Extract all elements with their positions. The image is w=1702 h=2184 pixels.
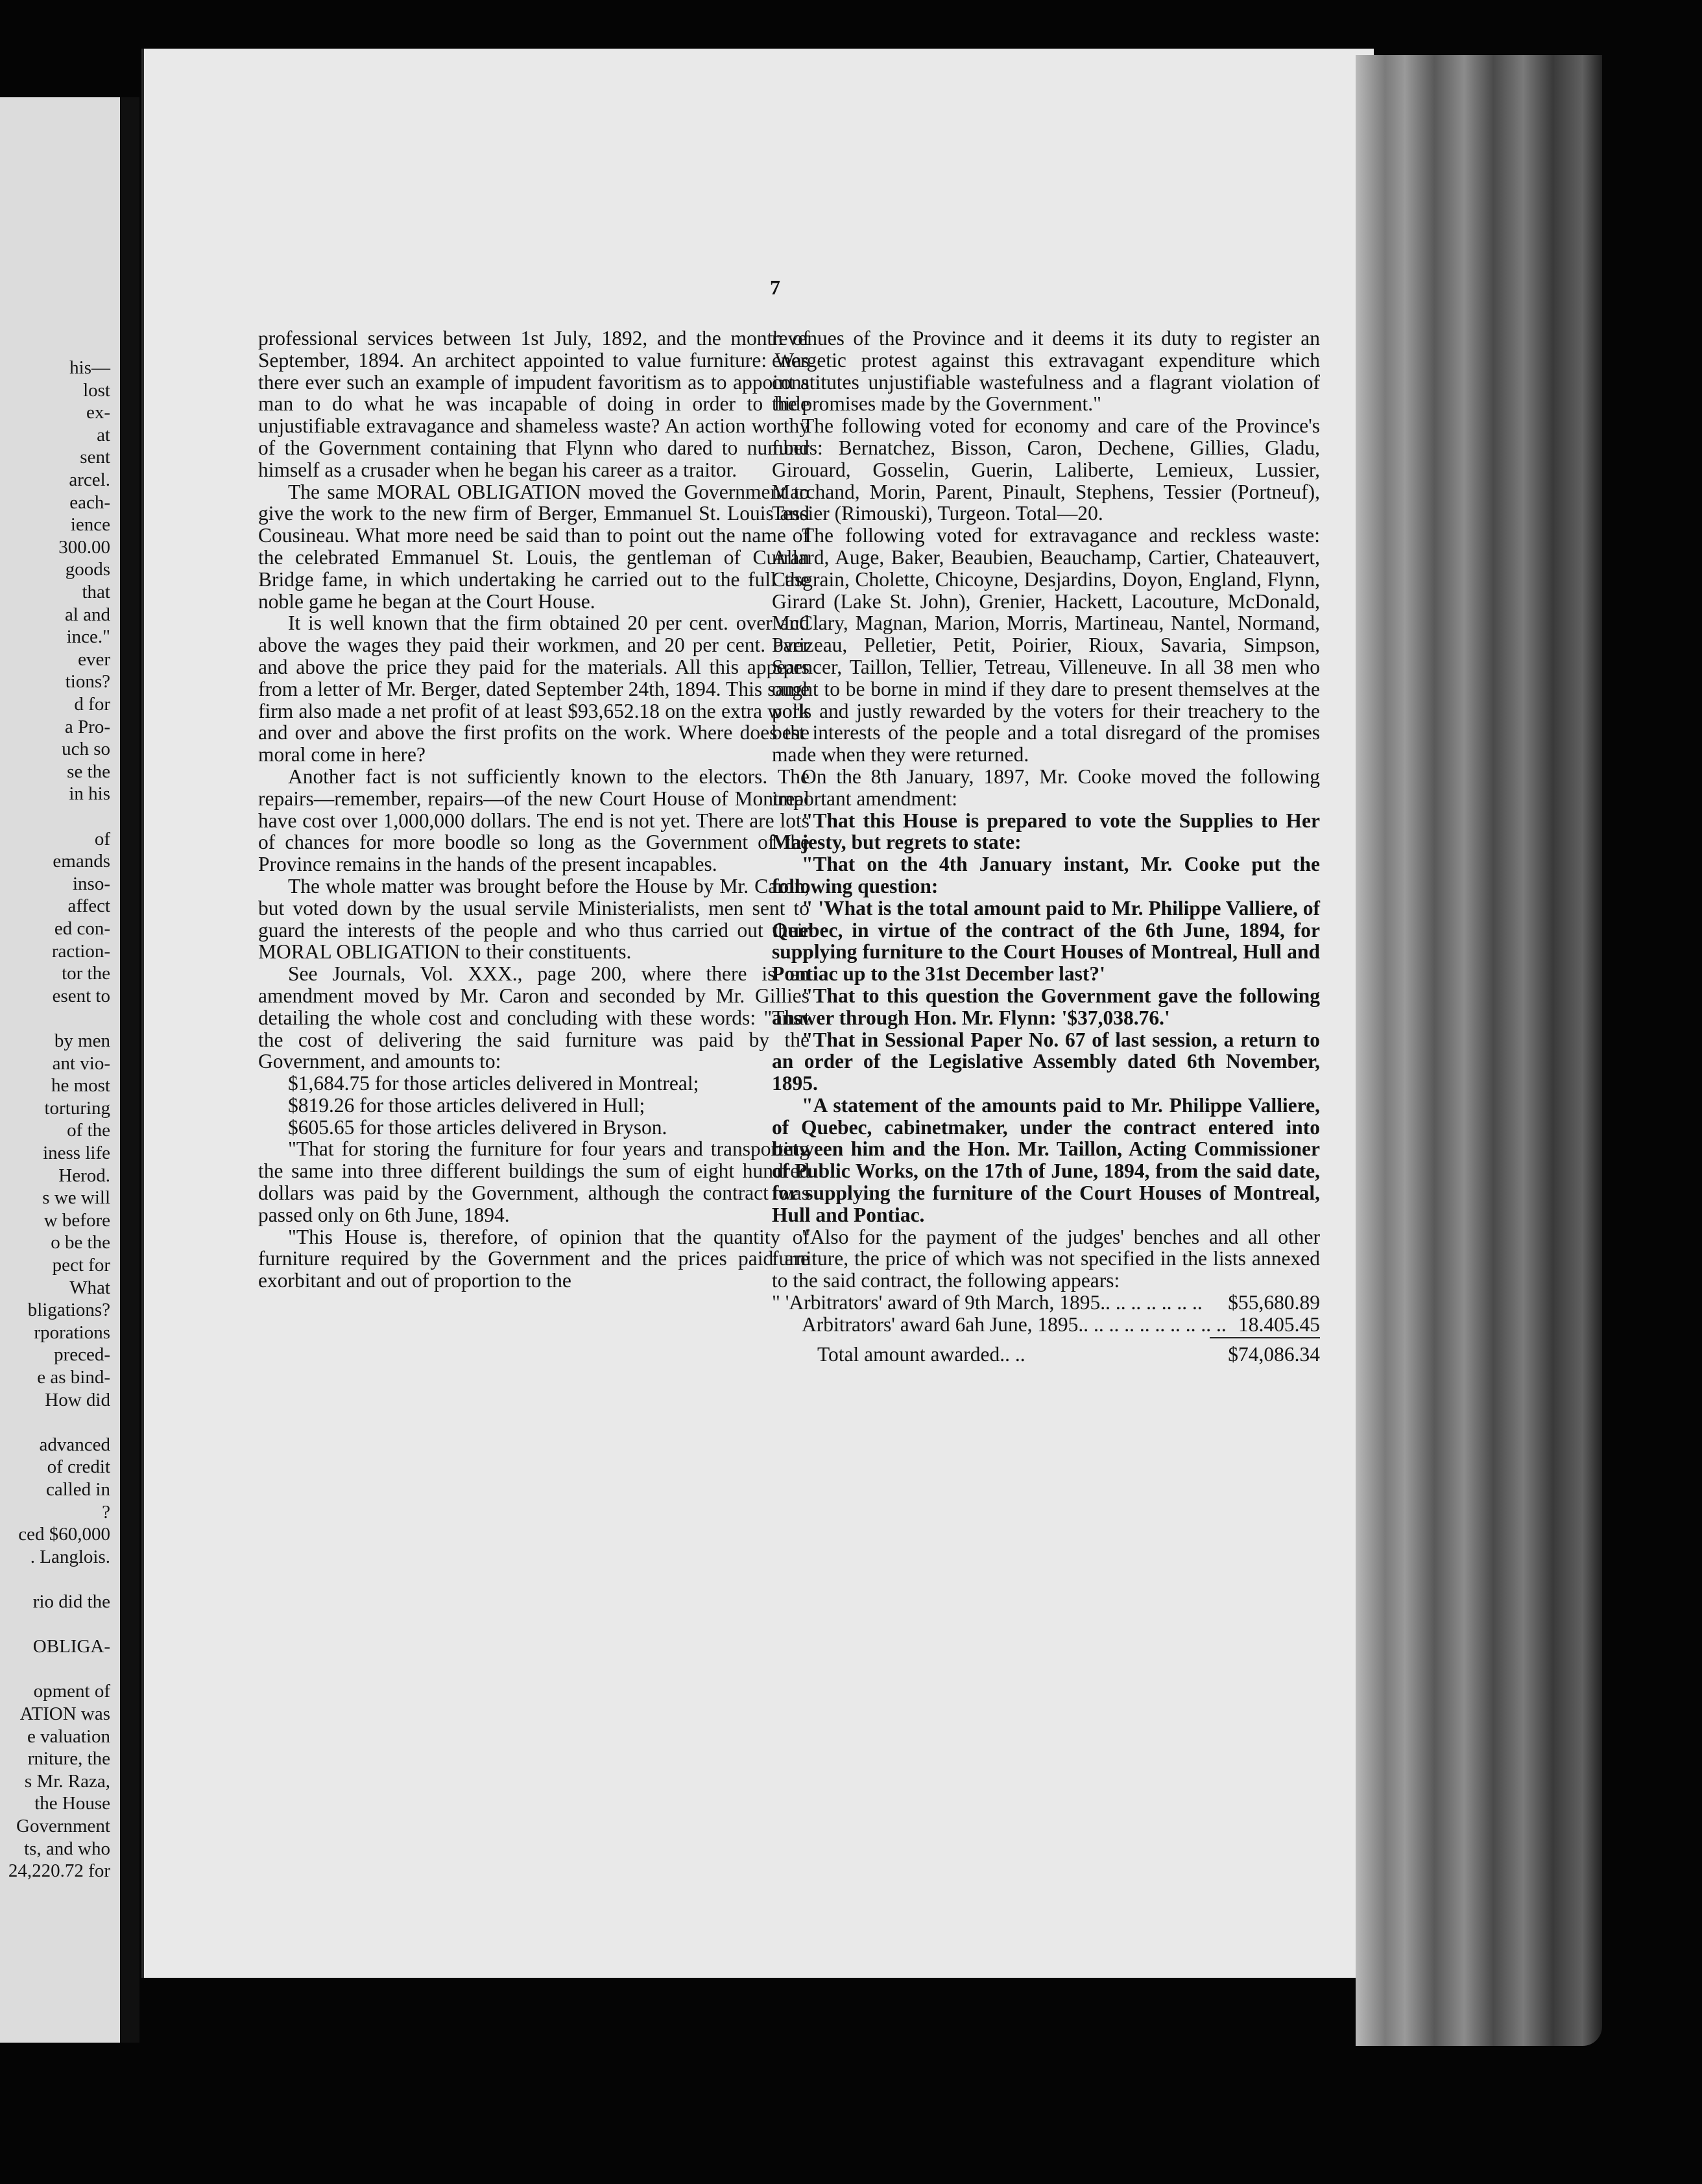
left-page-line: s Mr. Raza, bbox=[24, 1770, 110, 1792]
left-page-line: tor the bbox=[62, 963, 110, 984]
award-amount: $55,680.89 bbox=[1228, 1291, 1320, 1314]
text-column-right bbox=[772, 327, 1320, 1365]
left-page-line: a Pro- bbox=[64, 716, 110, 737]
left-page-line: preced- bbox=[54, 1344, 110, 1366]
paragraph: The same MORAL OBLIGATION moved the Government to give the work to the new firm of Berger, Emmanuel St. Louis and Cousineau. What more need be said than to point out the name of the celebrated Emmanuel St. Louis, the gentleman of Curran Bridge fame, in which undertaking he carried out to the full the noble game he began at the Court House. bbox=[258, 480, 809, 613]
left-page-line: ATION was bbox=[19, 1703, 110, 1724]
left-page-line: lost bbox=[83, 379, 110, 401]
left-page-line: s we will bbox=[42, 1187, 110, 1209]
paragraph: professional services between 1st July, 1892, and the month of September, 1894. An architect appointed to value furniture: Was there ever such an example of impudent favoritism as to appoint a man to do what he was incapable of doing in order to hide unjustifiable extravagance and shameless waste? An action worthy of the Government containing that Flynn who dared to number himself as a crusader when he began his career as a traitor. bbox=[258, 327, 809, 481]
left-page-line: torturing bbox=[44, 1097, 110, 1119]
left-page-line: ever bbox=[78, 648, 110, 670]
paragraph: Another fact is not sufficiently known to the electors. The repairs—remember, repairs—of the new Court House of Montreal have cost over 1,000,000 dollars. The end is not yet. There are lots of chances for more boodle so long as the Government of the Province remains in the hands of the present incapables. bbox=[258, 765, 809, 876]
paragraph: revenues of the Province and it deems it its duty to register an energetic protest against this extravagant expenditure which constitutes unjustifiable wastefulness and a flagrant violation of the promises made by the Government." bbox=[772, 327, 1320, 416]
left-page-line: emands bbox=[53, 851, 110, 872]
left-page-line: ed con- bbox=[54, 918, 110, 939]
award-amount: 18.405.45 bbox=[1238, 1312, 1320, 1336]
left-page-line: rio did the bbox=[32, 1591, 110, 1612]
paragraph: "That for storing the furniture for four years and transporting the same into three different buildings the sum of eight hundred dollars was paid by the Government, although the contract was passed only on 6th June, 1894. bbox=[258, 1137, 809, 1226]
page-number: 7 bbox=[770, 276, 780, 299]
left-page-line: he most bbox=[51, 1075, 110, 1097]
left-page-line: 24,220.72 for bbox=[8, 1860, 110, 1882]
left-page-line: rporations bbox=[34, 1322, 110, 1343]
left-page-line: ts, and who bbox=[24, 1838, 110, 1859]
left-page-line: How did bbox=[45, 1389, 110, 1410]
left-page-line: of credit bbox=[47, 1456, 110, 1478]
book-page-edges bbox=[1356, 55, 1602, 2046]
left-page-line: by men bbox=[54, 1030, 110, 1051]
left-page-line: OBLIGA- bbox=[32, 1636, 110, 1657]
left-page-line: opment of bbox=[33, 1681, 110, 1702]
paragraph: "That this House is prepared to vote the Supplies to Her Majesty, but regrets to state: bbox=[772, 809, 1320, 854]
award-line bbox=[772, 1314, 1320, 1336]
paragraph: The whole matter was brought before the House by Mr. Caron, but voted down by the usual servile Ministerialists, men sent to guard the interests of the people and who thus carried out their MORAL OBLIGATION to their constituents. bbox=[258, 874, 809, 964]
left-page-line: of the bbox=[67, 1120, 110, 1141]
left-page-line: each- bbox=[69, 492, 110, 513]
award-label: Arbitrators' award 6ah June, 1895.. .. .. .. .. .. .. .. .. .. bbox=[802, 1312, 1227, 1336]
left-page-line: bligations? bbox=[27, 1300, 110, 1321]
paragraph: The following voted for extravagance and reckless waste: Allard, Auge, Baker, Beaubien, Beauchamp, Cartier, Chateauvert, Casgrain, Cholette, Chicoyne, Desjardins, Doyon, England, Flynn, Girard (Lake St. John), Grenier, Hackett, Lacouture, McDonald, McClary, Magnan, Marion, Morris, Martineau, Nantel, Normand, Parizeau, Pelletier, Petit, Poirier, Rioux, Savaria, Simpson, Spencer, Taillon, Tellier, Tetreau, Villeneuve. In all 38 men who ought to be borne in mind if they dare to present themselves at the polls and justly rewarded by the voters for their treachery to the best interests of the people and a total disregard of the promises made when they were returned. bbox=[772, 524, 1320, 766]
left-page-line: e as bind- bbox=[37, 1367, 110, 1388]
left-page-line: . Langlois. bbox=[30, 1546, 110, 1567]
paragraph: "This House is, therefore, of opinion that the quantity of furniture required by the Government and the prices paid are exorbitant and out of proportion to the bbox=[258, 1225, 809, 1292]
total-label: Total amount awarded.. .. bbox=[817, 1342, 1025, 1366]
total-amount: $74,086.34 bbox=[1228, 1342, 1320, 1366]
paragraph: "That in Sessional Paper No. 67 of last session, a return to an order of the Legislative Assembly dated 6th November, 1895. bbox=[772, 1028, 1320, 1095]
left-page-line: the House bbox=[34, 1793, 110, 1814]
paragraph: "Also for the payment of the judges' benches and all other furniture, the price of which was not specified in the lists annexed to the said contract, the following appears: bbox=[772, 1225, 1320, 1292]
award-line bbox=[772, 1292, 1320, 1314]
left-page-line: affect bbox=[67, 896, 110, 917]
left-page-line: inso- bbox=[73, 873, 110, 894]
left-page-line: w before bbox=[43, 1209, 110, 1231]
left-page-line: o be the bbox=[51, 1232, 110, 1253]
left-page-line: ant vio- bbox=[52, 1052, 110, 1074]
left-page-line: called in bbox=[45, 1479, 110, 1500]
left-page-line: ? bbox=[102, 1501, 110, 1523]
left-page-line: se the bbox=[67, 761, 110, 782]
left-page-fragment bbox=[0, 97, 139, 2043]
paragraph: See Journals, Vol. XXX., page 200, where there is an amendment moved by Mr. Caron and seconded by Mr. Gillies detailing the whole cost and concluding with these words: "That the cost of delivering the said furniture was paid by the Government, and amounts to: bbox=[258, 962, 809, 1073]
left-page-line: advanced bbox=[39, 1434, 110, 1455]
left-page-line: Government bbox=[16, 1816, 110, 1836]
left-page-line: his— bbox=[69, 357, 110, 378]
left-page-line: arcel. bbox=[69, 469, 110, 490]
text-column-left bbox=[258, 327, 809, 1292]
book-gutter bbox=[120, 97, 139, 2043]
left-page-line: rniture, the bbox=[27, 1748, 110, 1770]
left-page-line: raction- bbox=[51, 940, 110, 962]
paragraph: $819.26 for those articles delivered in Hull; bbox=[288, 1093, 645, 1117]
left-page-line: in his bbox=[69, 783, 110, 805]
left-page-line: d for bbox=[74, 694, 110, 715]
left-page-line: goods bbox=[65, 559, 110, 580]
left-page-line: ince." bbox=[66, 626, 110, 648]
paragraph: $605.65 for those articles delivered in Bryson. bbox=[288, 1115, 667, 1139]
sum-rule bbox=[1210, 1337, 1320, 1338]
left-page-line: e valuation bbox=[27, 1726, 110, 1747]
paragraph: "A statement of the amounts paid to Mr. Philippe Valliere, of Quebec, cabinetmaker, under the contract entered into between him and the Hon. Mr. Taillon, Acting Commissioner of Public Works, on the 17th of June, 1894, from the said date, for supplying the furniture of the Court Houses of Montreal, Hull and Pontiac. bbox=[772, 1093, 1320, 1226]
left-page-line: ience bbox=[70, 514, 110, 536]
award-label: " 'Arbitrators' award of 9th March, 1895.. .. .. .. .. .. .. bbox=[772, 1291, 1203, 1314]
paragraph: On the 8th January, 1897, Mr. Cooke moved the following important amendment: bbox=[772, 765, 1320, 810]
paragraph: $1,684.75 for those articles delivered in Montreal; bbox=[288, 1072, 699, 1095]
left-page-line: iness life bbox=[43, 1143, 110, 1163]
left-page-line: al and bbox=[64, 604, 110, 625]
left-page-line: pect for bbox=[52, 1255, 110, 1276]
left-page-line: 300.00 bbox=[58, 536, 110, 558]
left-page-line: of bbox=[94, 828, 110, 849]
left-page-line: at bbox=[97, 424, 110, 445]
left-page-line: What bbox=[69, 1277, 110, 1298]
paragraph: " 'What is the total amount paid to Mr. Philippe Valliere, of Quebec, in virtue of the contract of the 6th June, 1894, for supplying furniture to the Court Houses of Montreal, Hull and Pontiac up to the 31st December last?' bbox=[772, 896, 1320, 986]
paragraph: "That on the 4th January instant, Mr. Cooke put the following question: bbox=[772, 853, 1320, 897]
total-line bbox=[772, 1344, 1320, 1366]
left-page-line: tions? bbox=[65, 671, 110, 693]
left-page-line: ced $60,000 bbox=[18, 1524, 110, 1545]
left-page-line: sent bbox=[80, 447, 110, 468]
paragraph: "That to this question the Government gave the following answer through Hon. Mr. Flynn: '$37,038.76.' bbox=[772, 984, 1320, 1029]
left-page-line: uch so bbox=[62, 739, 110, 760]
left-page-line: that bbox=[82, 582, 110, 602]
left-page-line: ex- bbox=[86, 402, 110, 423]
paragraph: It is well known that the firm obtained 20 per cent. over and above the wages they paid their workmen, and 20 per cent. over and above the price they paid for the materials. All this appears from a letter of Mr. Berger, dated September 24th, 1894. This same firm also made a net profit of at least $93,652.18 on the extra work and over and above the first profits on the work. Where does the moral come in here? bbox=[258, 611, 809, 766]
left-page-line: esent to bbox=[52, 985, 110, 1006]
paragraph: The following voted for economy and care of the Province's funds: Bernatchez, Bisson, Caron, Dechene, Gillies, Gladu, Girouard, Gosselin, Guerin, Laliberte, Lemieux, Lussier, Marchand, Morin, Parent, Pinault, Stephens, Tessier (Portneuf), Tessier (Rimouski), Turgeon. Total—20. bbox=[772, 414, 1320, 525]
left-page-line: Herod. bbox=[58, 1165, 110, 1186]
